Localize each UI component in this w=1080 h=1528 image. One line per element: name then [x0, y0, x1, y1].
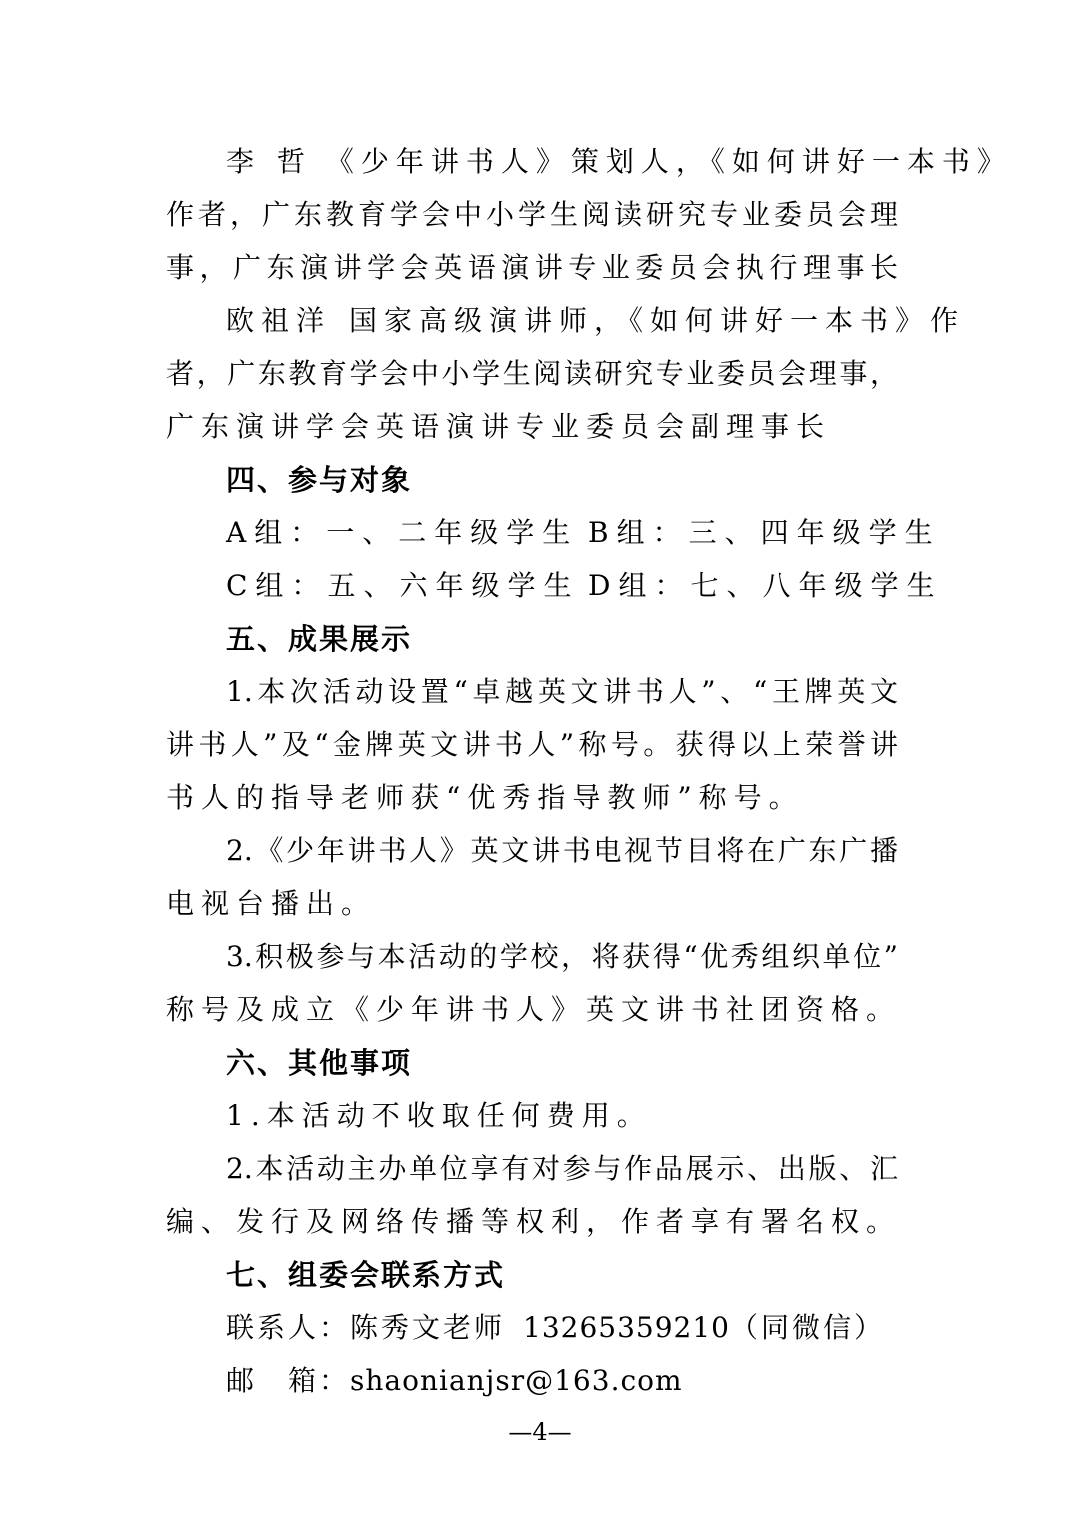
contact-person-name: 陈秀文老师 — [350, 1311, 506, 1344]
group-a — [226, 507, 578, 559]
group-d — [588, 560, 942, 612]
section-4-heading: 四、参与对象 — [226, 463, 413, 497]
section-6-heading: 六、其他事项 — [226, 1046, 413, 1080]
section-5-item-3-line-2: 称号及成立《少年讲书人》英文讲书社团资格。 — [166, 993, 902, 1026]
section-5-heading: 五、成果展示 — [226, 622, 413, 656]
group-c-value: 五、六年级学生 — [327, 569, 580, 602]
contact-email-label: 邮 箱： — [226, 1364, 351, 1397]
group-a-value: 一、二年级学生 — [326, 516, 579, 549]
group-b-label: B组： — [588, 516, 689, 549]
bio-ou-zuyang-line-3: 广东演讲学会英语演讲专业委员会副理事长 — [166, 410, 832, 443]
section-5-item-1-line-1: 1.本次活动设置“卓越英文讲书人”、“王牌英文 — [226, 675, 898, 708]
contact-person-label: 联系人： — [226, 1311, 351, 1344]
bio-li-zhe-title: 《少年讲书人》策划人，《如何讲好一本书》 — [325, 145, 1012, 178]
bio-ou-zuyang-line-1 — [226, 295, 966, 347]
bio-ou-zuyang-title: 国家高级演讲师，《如何讲好一本书》作 — [349, 304, 966, 337]
section-5-item-1-line-2: 讲书人”及“金牌英文讲书人”称号。获得以上荣誉讲 — [166, 728, 898, 761]
group-c-label: C组： — [226, 569, 328, 602]
contact-phone[interactable]: 13265359210 — [523, 1311, 730, 1344]
bio-li-zhe-line-2: 作者，广东教育学会中小学生阅读研究专业委员会理 — [166, 198, 898, 231]
section-6-item-2-line-2: 编、发行及网络传播等权利，作者享有署名权。 — [166, 1205, 902, 1238]
section-7-heading: 七、组委会联系方式 — [226, 1258, 506, 1292]
page-number: —4— — [508, 1418, 572, 1446]
section-6-item-2-line-1: 2.本活动主办单位享有对参与作品展示、出版、汇 — [226, 1152, 898, 1185]
section-5-item-1-line-3: 书人的指导老师获“优秀指导教师”称号。 — [166, 781, 804, 814]
group-d-value: 七、八年级学生 — [690, 569, 943, 602]
group-d-label: D组： — [588, 569, 691, 602]
section-6-item-1: 1.本活动不收取任何费用。 — [226, 1099, 652, 1132]
section-5-item-3-line-1: 3.积极参与本活动的学校，将获得“优秀组织单位” — [226, 940, 898, 973]
group-b — [588, 507, 941, 559]
bio-li-zhe-line-3: 事，广东演讲学会英语演讲专业委员会执行理事长 — [166, 251, 898, 284]
bio-li-zhe-line-1 — [226, 136, 1012, 188]
contact-person-row — [226, 1302, 885, 1354]
group-a-label: A组： — [226, 516, 327, 549]
contact-email-row — [226, 1355, 683, 1407]
contact-phone-note: （同微信） — [730, 1311, 886, 1344]
bio-li-zhe-name: 李 哲 — [226, 145, 312, 178]
bio-ou-zuyang-line-2: 者，广东教育学会中小学生阅读研究专业委员会理事， — [166, 357, 898, 390]
group-b-value: 三、四年级学生 — [688, 516, 941, 549]
section-5-item-2-line-2: 电视台播出。 — [166, 887, 377, 920]
group-c — [226, 560, 579, 612]
bio-ou-zuyang-name: 欧祖洋 — [226, 304, 332, 337]
contact-email[interactable]: shaonianjsr@163.com — [350, 1364, 683, 1397]
section-5-item-2-line-1: 2.《少年讲书人》英文讲书电视节目将在广东广播 — [226, 834, 898, 867]
